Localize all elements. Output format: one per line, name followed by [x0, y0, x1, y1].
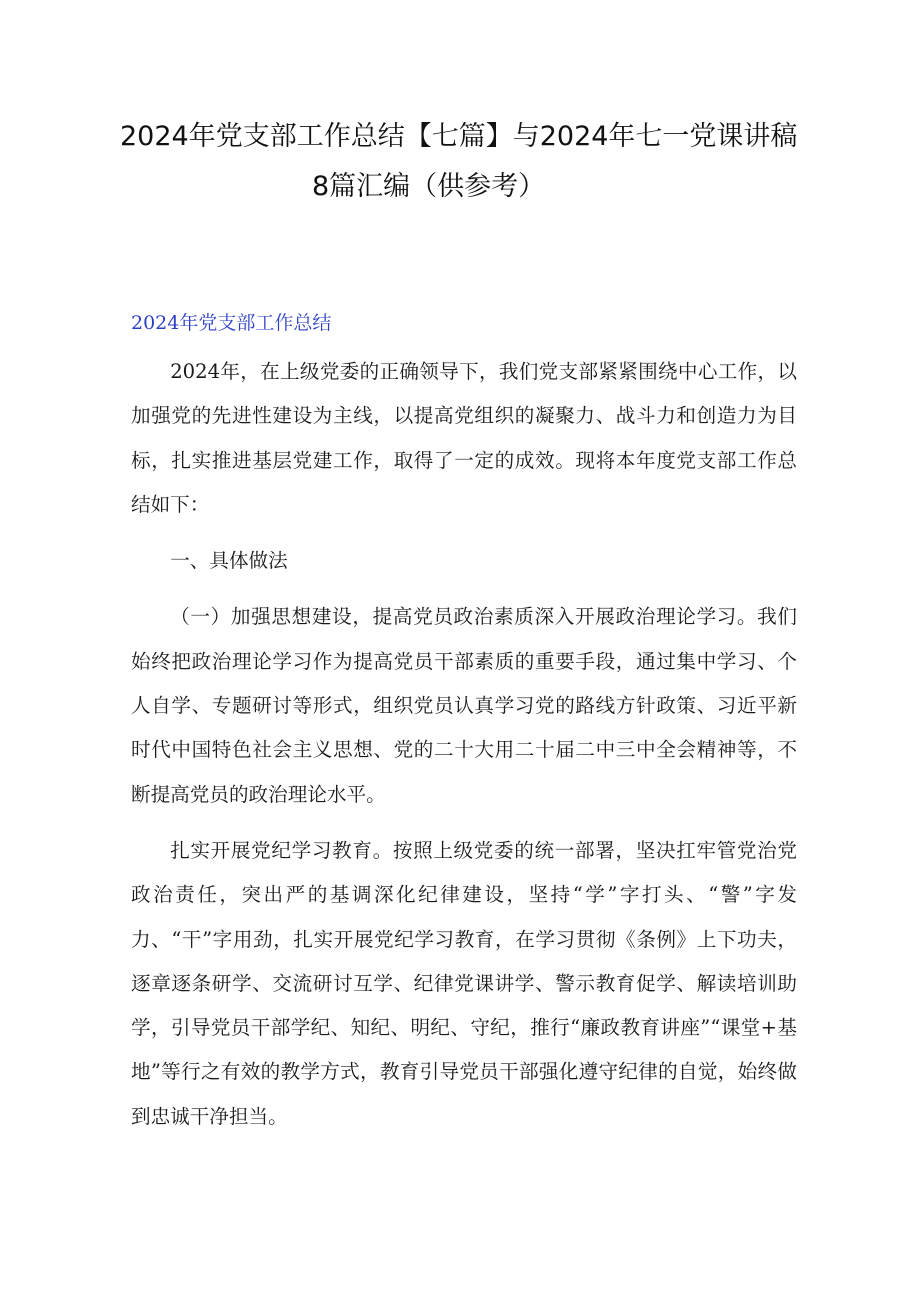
section-heading: 2024年党支部工作总结	[131, 312, 332, 334]
document-body	[131, 350, 797, 1151]
paragraph-discipline-education: 扎实开展党纪学习教育。按照上级党委的统一部署，坚决扛牢管党治党政治责任，突出严的基调深化纪律建设，坚持“学”字打头、“警”字发力、“干”字用劲，扎实开展党纪学习教育，在学习贯彻《条例》上下功夫，逐章逐条研学、交流研讨互学、纪律党课讲学、警示教育促学、解读培训助学，引导党员干部学纪、知纪、明纪、守纪，推行“廉政教育讲座”“课堂+基地”等行之有效的教学方式，教育引导党员干部强化遵守纪律的自觉，始终做到忠诚干净担当。	[131, 838, 797, 1128]
paragraph-intro: 2024年，在上级党委的正确领导下，我们党支部紧紧围绕中心工作，以加强党的先进性建设为主线，以提高党组织的凝聚力、战斗力和创造力为目标，扎实推进基层党建工作，取得了一定的成效。现将本年度党支部工作总结如下：	[131, 360, 797, 516]
document-title	[120, 112, 820, 212]
title-line-2: 8篇汇编（供参考）	[312, 171, 546, 202]
paragraph-item-1: （一）加强思想建设，提高党员政治素质深入开展政治理论学习。我们始终把政治理论学习作为提高党员干部素质的重要手段，通过集中学习、个人自学、专题研讨等形式，组织党员认真学习党的路线方针政策、习近平新时代中国特色社会主义思想、党的二十大用二十届二中三中全会精神等，不断提高党员的政治理论水平。	[131, 605, 797, 806]
title-line-1: 2024年党支部工作总结【七篇】与2024年七一党课讲稿	[120, 121, 798, 152]
paragraph-list-heading: 一、具体做法	[170, 549, 288, 573]
